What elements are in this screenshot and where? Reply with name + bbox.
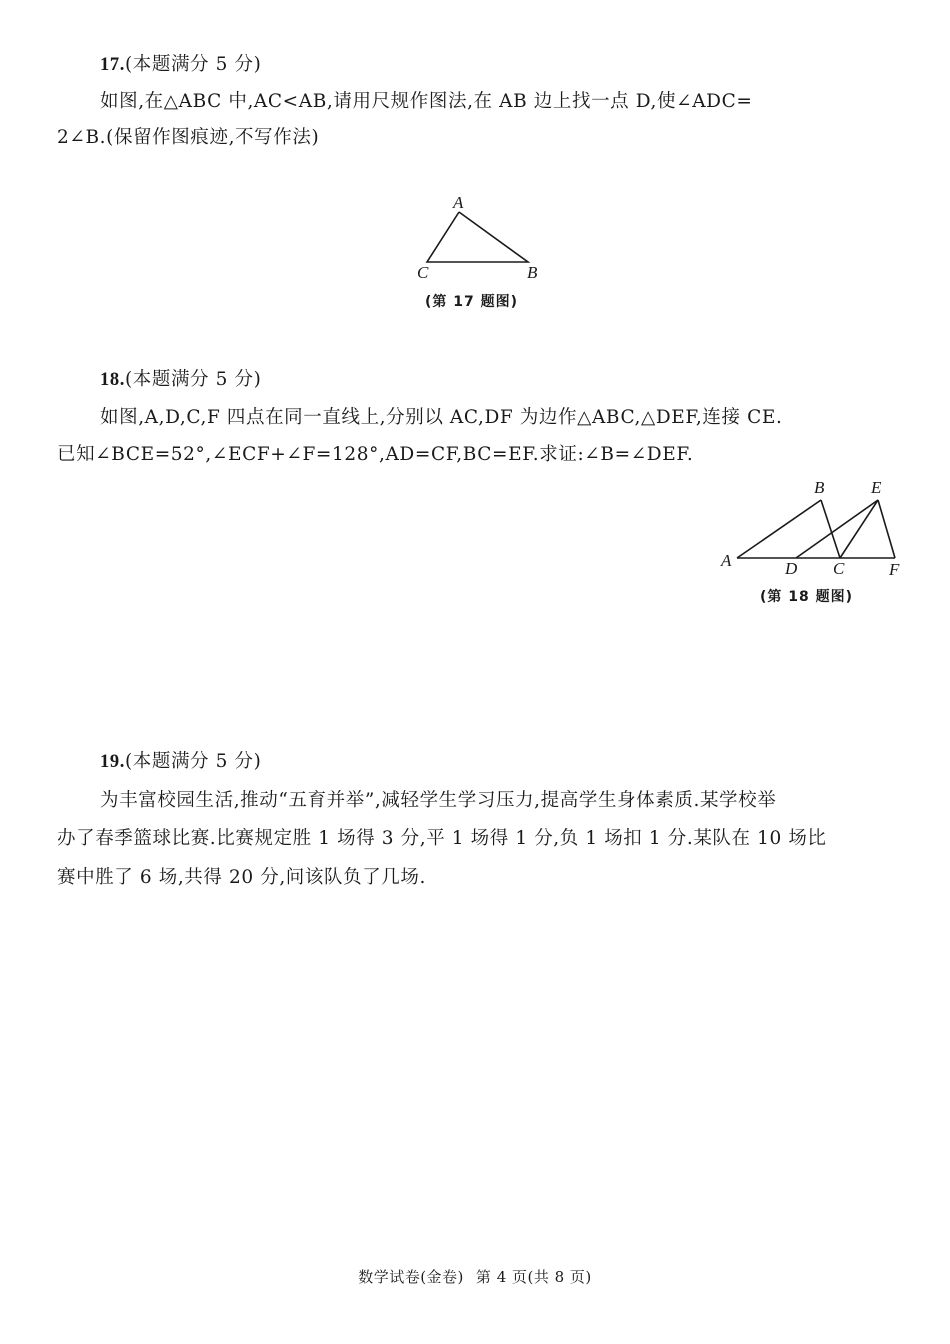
score-note: (本题满分 5 分) bbox=[124, 369, 262, 390]
question-19-header bbox=[100, 750, 261, 774]
page-footer bbox=[0, 1266, 950, 1287]
question-17-text-line-1: 如图,在△ABC 中,AC<AB,请用尺规作图法,在 AB 边上找一点 D,使∠ADC= bbox=[100, 91, 753, 112]
figure-18-triangles bbox=[715, 474, 910, 584]
point-label-f: F bbox=[889, 560, 900, 579]
figure-17-caption: (第 17 题图) bbox=[425, 294, 519, 310]
question-18-header bbox=[100, 368, 261, 392]
figure-18-caption: (第 18 题图) bbox=[760, 589, 854, 605]
figure-17-triangle bbox=[410, 192, 550, 287]
question-number: 19. bbox=[100, 752, 125, 772]
question-17-text-line-2: 2∠B.(保留作图痕迹,不写作法) bbox=[57, 127, 320, 148]
question-19-text-line-2: 办了春季篮球比赛.比赛规定胜 1 场得 3 分,平 1 场得 1 分,负 1 场扣 1 分.某队在 10 场比 bbox=[57, 828, 827, 849]
question-18-text-line-1: 如图,A,D,C,F 四点在同一直线上,分别以 AC,DF 为边作△ABC,△DEF,连接 CE. bbox=[100, 407, 783, 428]
footer-subject: 数学试卷(金卷) bbox=[358, 1268, 464, 1286]
question-number: 17. bbox=[100, 55, 125, 75]
question-19-text-line-1: 为丰富校园生活,推动“五育并举”,减轻学生学习压力,提高学生身体素质.某学校举 bbox=[100, 790, 777, 811]
score-note: (本题满分 5 分) bbox=[124, 54, 262, 75]
point-label-e: E bbox=[871, 478, 882, 497]
footer-page-number: 第 4 页(共 8 页) bbox=[475, 1268, 592, 1286]
question-17-header bbox=[100, 53, 261, 77]
point-label-a: A bbox=[721, 551, 732, 570]
question-19-text-line-3: 赛中胜了 6 场,共得 20 分,问该队负了几场. bbox=[57, 867, 426, 888]
point-label-d: D bbox=[785, 559, 798, 578]
point-label-b: B bbox=[814, 478, 825, 497]
score-note: (本题满分 5 分) bbox=[124, 751, 262, 772]
question-18-text-line-2: 已知∠BCE=52°,∠ECF+∠F=128°,AD=CF,BC=EF.求证:∠B=∠DEF. bbox=[57, 444, 694, 465]
vertex-label-b: B bbox=[527, 263, 538, 282]
vertex-label-a: A bbox=[453, 193, 464, 212]
vertex-label-c: C bbox=[417, 263, 429, 282]
question-number: 18. bbox=[100, 370, 125, 390]
point-label-c: C bbox=[833, 559, 845, 578]
